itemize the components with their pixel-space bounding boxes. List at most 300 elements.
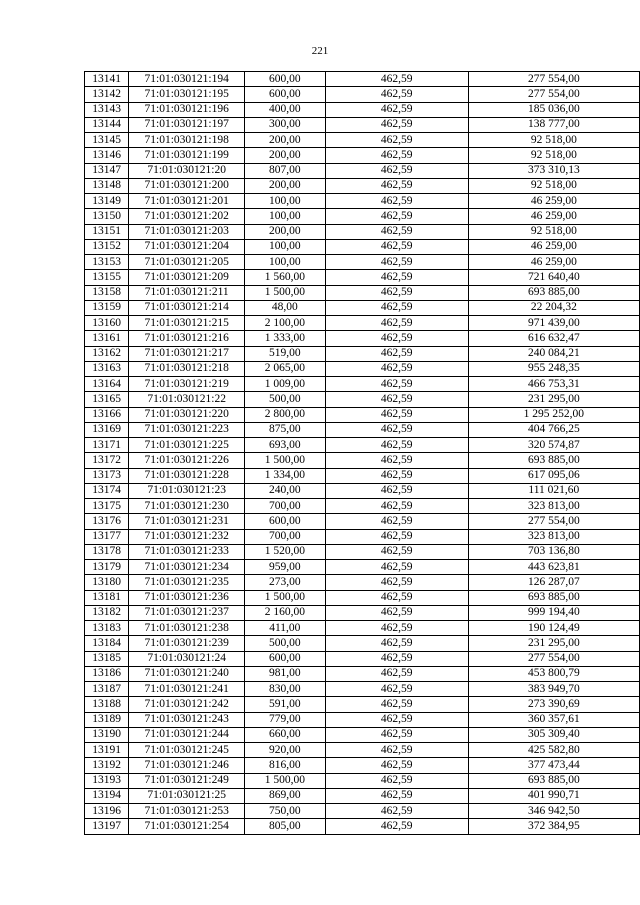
specific-value-cell: 462,59	[325, 697, 468, 712]
specific-value-cell: 462,59	[325, 575, 468, 590]
table-row	[85, 743, 640, 758]
specific-value-cell: 462,59	[325, 468, 468, 483]
row-number-cell: 13164	[85, 377, 129, 392]
row-number-cell: 13187	[85, 682, 129, 697]
row-number-cell: 13185	[85, 651, 129, 666]
area-cell: 2 160,00	[245, 605, 325, 620]
specific-value-cell: 462,59	[325, 651, 468, 666]
row-number-cell: 13171	[85, 438, 129, 453]
table-row	[85, 697, 640, 712]
table-row	[85, 712, 640, 727]
specific-value-cell: 462,59	[325, 605, 468, 620]
area-cell: 750,00	[245, 804, 325, 819]
area-cell: 411,00	[245, 621, 325, 636]
row-number-cell: 13152	[85, 239, 129, 254]
cadastral-value-cell: 693 885,00	[468, 285, 639, 300]
cadastral-value-cell: 346 942,50	[468, 804, 639, 819]
table-row	[85, 163, 640, 178]
table-row	[85, 621, 640, 636]
row-number-cell: 13148	[85, 178, 129, 193]
area-cell: 1 333,00	[245, 331, 325, 346]
cadastral-value-cell: 46 259,00	[468, 239, 639, 254]
cadastral-number-cell: 71:01:030121:228	[129, 468, 245, 483]
area-cell: 200,00	[245, 133, 325, 148]
table-row	[85, 468, 640, 483]
row-number-cell: 13158	[85, 285, 129, 300]
cadastral-value-cell: 273 390,69	[468, 697, 639, 712]
cadastral-number-cell: 71:01:030121:217	[129, 346, 245, 361]
specific-value-cell: 462,59	[325, 133, 468, 148]
cadastral-value-cell: 277 554,00	[468, 514, 639, 529]
row-number-cell: 13188	[85, 697, 129, 712]
cadastral-number-cell: 71:01:030121:205	[129, 255, 245, 270]
row-number-cell: 13147	[85, 163, 129, 178]
table-row	[85, 392, 640, 407]
cadastral-number-cell: 71:01:030121:254	[129, 819, 245, 834]
cadastral-number-cell: 71:01:030121:237	[129, 605, 245, 620]
cadastral-value-cell: 999 194,40	[468, 605, 639, 620]
table-row	[85, 529, 640, 544]
cadastral-number-cell: 71:01:030121:199	[129, 148, 245, 163]
row-number-cell: 13166	[85, 407, 129, 422]
row-number-cell: 13180	[85, 575, 129, 590]
table-row	[85, 605, 640, 620]
cadastral-number-cell: 71:01:030121:238	[129, 621, 245, 636]
specific-value-cell: 462,59	[325, 72, 468, 87]
area-cell: 660,00	[245, 727, 325, 742]
cadastral-number-cell: 71:01:030121:201	[129, 194, 245, 209]
specific-value-cell: 462,59	[325, 621, 468, 636]
specific-value-cell: 462,59	[325, 544, 468, 559]
specific-value-cell: 462,59	[325, 438, 468, 453]
area-cell: 200,00	[245, 148, 325, 163]
cadastral-value-cell: 46 259,00	[468, 194, 639, 209]
specific-value-cell: 462,59	[325, 453, 468, 468]
cadastral-number-cell: 71:01:030121:249	[129, 773, 245, 788]
row-number-cell: 13149	[85, 194, 129, 209]
specific-value-cell: 462,59	[325, 407, 468, 422]
row-number-cell: 13153	[85, 255, 129, 270]
specific-value-cell: 462,59	[325, 483, 468, 498]
cadastral-number-cell: 71:01:030121:203	[129, 224, 245, 239]
cadastral-value-cell: 693 885,00	[468, 453, 639, 468]
page-number: 221	[311, 45, 329, 57]
row-number-cell: 13160	[85, 316, 129, 331]
area-cell: 400,00	[245, 102, 325, 117]
table-row	[85, 270, 640, 285]
table-row	[85, 453, 640, 468]
specific-value-cell: 462,59	[325, 377, 468, 392]
specific-value-cell: 462,59	[325, 239, 468, 254]
table-row	[85, 361, 640, 376]
area-cell: 1 500,00	[245, 453, 325, 468]
table-row	[85, 590, 640, 605]
row-number-cell: 13179	[85, 560, 129, 575]
cadastral-number-cell: 71:01:030121:219	[129, 377, 245, 392]
cadastral-value-cell: 693 885,00	[468, 590, 639, 605]
cadastral-number-cell: 71:01:030121:198	[129, 133, 245, 148]
cadastral-number-cell: 71:01:030121:204	[129, 239, 245, 254]
row-number-cell: 13162	[85, 346, 129, 361]
cadastral-value-cell: 126 287,07	[468, 575, 639, 590]
row-number-cell: 13144	[85, 117, 129, 132]
specific-value-cell: 462,59	[325, 422, 468, 437]
cadastral-number-cell: 71:01:030121:214	[129, 300, 245, 315]
cadastral-number-cell: 71:01:030121:232	[129, 529, 245, 544]
cadastral-value-cell: 92 518,00	[468, 224, 639, 239]
area-cell: 100,00	[245, 194, 325, 209]
area-cell: 1 334,00	[245, 468, 325, 483]
cadastral-number-cell: 71:01:030121:223	[129, 422, 245, 437]
cadastral-value-cell: 404 766,25	[468, 422, 639, 437]
row-number-cell: 13192	[85, 758, 129, 773]
cadastral-number-cell: 71:01:030121:234	[129, 560, 245, 575]
cadastral-number-cell: 71:01:030121:194	[129, 72, 245, 87]
cadastral-number-cell: 71:01:030121:243	[129, 712, 245, 727]
table-row	[85, 422, 640, 437]
area-cell: 693,00	[245, 438, 325, 453]
row-number-cell: 13173	[85, 468, 129, 483]
table-row	[85, 224, 640, 239]
cadastral-value-cell: 323 813,00	[468, 529, 639, 544]
cadastral-value-cell: 616 632,47	[468, 331, 639, 346]
area-cell: 519,00	[245, 346, 325, 361]
cadastral-number-cell: 71:01:030121:216	[129, 331, 245, 346]
cadastral-value-cell: 92 518,00	[468, 178, 639, 193]
area-cell: 779,00	[245, 712, 325, 727]
row-number-cell: 13165	[85, 392, 129, 407]
row-number-cell: 13141	[85, 72, 129, 87]
specific-value-cell: 462,59	[325, 804, 468, 819]
table-row	[85, 209, 640, 224]
specific-value-cell: 462,59	[325, 758, 468, 773]
row-number-cell: 13159	[85, 300, 129, 315]
area-cell: 48,00	[245, 300, 325, 315]
cadastral-value-cell: 955 248,35	[468, 361, 639, 376]
cadastral-number-cell: 71:01:030121:202	[129, 209, 245, 224]
cadastral-number-cell: 71:01:030121:239	[129, 636, 245, 651]
specific-value-cell: 462,59	[325, 743, 468, 758]
row-number-cell: 13143	[85, 102, 129, 117]
specific-value-cell: 462,59	[325, 514, 468, 529]
cadastral-number-cell: 71:01:030121:246	[129, 758, 245, 773]
area-cell: 600,00	[245, 87, 325, 102]
row-number-cell: 13151	[85, 224, 129, 239]
cadastral-number-cell: 71:01:030121:220	[129, 407, 245, 422]
row-number-cell: 13178	[85, 544, 129, 559]
cadastral-number-cell: 71:01:030121:245	[129, 743, 245, 758]
area-cell: 1 500,00	[245, 285, 325, 300]
cadastral-value-cell: 693 885,00	[468, 773, 639, 788]
cadastral-number-cell: 71:01:030121:233	[129, 544, 245, 559]
specific-value-cell: 462,59	[325, 117, 468, 132]
cadastral-value-cell: 466 753,31	[468, 377, 639, 392]
table-row	[85, 499, 640, 514]
cadastral-number-cell: 71:01:030121:197	[129, 117, 245, 132]
cadastral-value-cell: 373 310,13	[468, 163, 639, 178]
cadastral-value-table	[84, 71, 640, 835]
cadastral-value-cell: 320 574,87	[468, 438, 639, 453]
area-cell: 869,00	[245, 788, 325, 803]
cadastral-number-cell: 71:01:030121:218	[129, 361, 245, 376]
cadastral-value-cell: 1 295 252,00	[468, 407, 639, 422]
cadastral-value-cell: 277 554,00	[468, 72, 639, 87]
cadastral-value-cell: 377 473,44	[468, 758, 639, 773]
cadastral-number-cell: 71:01:030121:225	[129, 438, 245, 453]
area-cell: 700,00	[245, 499, 325, 514]
area-cell: 805,00	[245, 819, 325, 834]
table-row	[85, 682, 640, 697]
row-number-cell: 13189	[85, 712, 129, 727]
cadastral-number-cell: 71:01:030121:211	[129, 285, 245, 300]
cadastral-value-cell: 231 295,00	[468, 392, 639, 407]
cadastral-number-cell: 71:01:030121:25	[129, 788, 245, 803]
area-cell: 1 520,00	[245, 544, 325, 559]
table-row	[85, 407, 640, 422]
cadastral-value-cell: 323 813,00	[468, 499, 639, 514]
row-number-cell: 13196	[85, 804, 129, 819]
specific-value-cell: 462,59	[325, 194, 468, 209]
cadastral-number-cell: 71:01:030121:242	[129, 697, 245, 712]
row-number-cell: 13181	[85, 590, 129, 605]
specific-value-cell: 462,59	[325, 682, 468, 697]
cadastral-value-cell: 617 095,06	[468, 468, 639, 483]
row-number-cell: 13174	[85, 483, 129, 498]
area-cell: 816,00	[245, 758, 325, 773]
table-row	[85, 788, 640, 803]
cadastral-value-cell: 453 800,79	[468, 666, 639, 681]
table-row	[85, 285, 640, 300]
table-row	[85, 636, 640, 651]
row-number-cell: 13177	[85, 529, 129, 544]
row-number-cell: 13197	[85, 819, 129, 834]
cadastral-number-cell: 71:01:030121:20	[129, 163, 245, 178]
cadastral-number-cell: 71:01:030121:236	[129, 590, 245, 605]
table-row	[85, 819, 640, 834]
cadastral-number-cell: 71:01:030121:200	[129, 178, 245, 193]
cadastral-value-cell: 305 309,40	[468, 727, 639, 742]
specific-value-cell: 462,59	[325, 636, 468, 651]
area-cell: 100,00	[245, 239, 325, 254]
cadastral-value-cell: 277 554,00	[468, 87, 639, 102]
cadastral-number-cell: 71:01:030121:23	[129, 483, 245, 498]
area-cell: 1 500,00	[245, 590, 325, 605]
table-row	[85, 87, 640, 102]
specific-value-cell: 462,59	[325, 788, 468, 803]
table-row	[85, 133, 640, 148]
specific-value-cell: 462,59	[325, 666, 468, 681]
table-row	[85, 331, 640, 346]
cadastral-value-cell: 111 021,60	[468, 483, 639, 498]
area-cell: 300,00	[245, 117, 325, 132]
row-number-cell: 13161	[85, 331, 129, 346]
area-cell: 981,00	[245, 666, 325, 681]
row-number-cell: 13191	[85, 743, 129, 758]
table-row	[85, 666, 640, 681]
specific-value-cell: 462,59	[325, 316, 468, 331]
specific-value-cell: 462,59	[325, 209, 468, 224]
specific-value-cell: 462,59	[325, 560, 468, 575]
area-cell: 600,00	[245, 651, 325, 666]
specific-value-cell: 462,59	[325, 224, 468, 239]
specific-value-cell: 462,59	[325, 148, 468, 163]
table-row	[85, 178, 640, 193]
cadastral-value-cell: 360 357,61	[468, 712, 639, 727]
table-row	[85, 117, 640, 132]
area-cell: 591,00	[245, 697, 325, 712]
cadastral-number-cell: 71:01:030121:195	[129, 87, 245, 102]
cadastral-value-cell: 425 582,80	[468, 743, 639, 758]
area-cell: 807,00	[245, 163, 325, 178]
area-cell: 1 009,00	[245, 377, 325, 392]
table-row	[85, 316, 640, 331]
row-number-cell: 13175	[85, 499, 129, 514]
table-row	[85, 651, 640, 666]
cadastral-number-cell: 71:01:030121:215	[129, 316, 245, 331]
area-cell: 600,00	[245, 514, 325, 529]
cadastral-value-cell: 22 204,32	[468, 300, 639, 315]
row-number-cell: 13163	[85, 361, 129, 376]
specific-value-cell: 462,59	[325, 361, 468, 376]
cadastral-number-cell: 71:01:030121:196	[129, 102, 245, 117]
area-cell: 100,00	[245, 209, 325, 224]
specific-value-cell: 462,59	[325, 727, 468, 742]
table-row	[85, 560, 640, 575]
row-number-cell: 13183	[85, 621, 129, 636]
cadastral-value-cell: 703 136,80	[468, 544, 639, 559]
specific-value-cell: 462,59	[325, 773, 468, 788]
area-cell: 600,00	[245, 72, 325, 87]
row-number-cell: 13155	[85, 270, 129, 285]
area-cell: 100,00	[245, 255, 325, 270]
table-row	[85, 239, 640, 254]
area-cell: 830,00	[245, 682, 325, 697]
cadastral-number-cell: 71:01:030121:226	[129, 453, 245, 468]
cadastral-value-cell: 401 990,71	[468, 788, 639, 803]
row-number-cell: 13190	[85, 727, 129, 742]
cadastral-number-cell: 71:01:030121:244	[129, 727, 245, 742]
area-cell: 875,00	[245, 422, 325, 437]
cadastral-value-cell: 46 259,00	[468, 255, 639, 270]
area-cell: 500,00	[245, 392, 325, 407]
area-cell: 700,00	[245, 529, 325, 544]
specific-value-cell: 462,59	[325, 270, 468, 285]
row-number-cell: 13193	[85, 773, 129, 788]
specific-value-cell: 462,59	[325, 255, 468, 270]
table-row	[85, 544, 640, 559]
cadastral-number-cell: 71:01:030121:253	[129, 804, 245, 819]
area-cell: 2 065,00	[245, 361, 325, 376]
table-row	[85, 255, 640, 270]
cadastral-number-cell: 71:01:030121:230	[129, 499, 245, 514]
area-cell: 959,00	[245, 560, 325, 575]
table-row	[85, 438, 640, 453]
specific-value-cell: 462,59	[325, 529, 468, 544]
cadastral-number-cell: 71:01:030121:209	[129, 270, 245, 285]
cadastral-number-cell: 71:01:030121:241	[129, 682, 245, 697]
specific-value-cell: 462,59	[325, 346, 468, 361]
area-cell: 2 100,00	[245, 316, 325, 331]
area-cell: 500,00	[245, 636, 325, 651]
area-cell: 1 500,00	[245, 773, 325, 788]
row-number-cell: 13150	[85, 209, 129, 224]
row-number-cell: 13146	[85, 148, 129, 163]
table-row	[85, 72, 640, 87]
cadastral-number-cell: 71:01:030121:22	[129, 392, 245, 407]
cadastral-number-cell: 71:01:030121:231	[129, 514, 245, 529]
row-number-cell: 13172	[85, 453, 129, 468]
cadastral-value-cell: 46 259,00	[468, 209, 639, 224]
specific-value-cell: 462,59	[325, 590, 468, 605]
specific-value-cell: 462,59	[325, 499, 468, 514]
row-number-cell: 13169	[85, 422, 129, 437]
specific-value-cell: 462,59	[325, 819, 468, 834]
cadastral-value-cell: 190 124,49	[468, 621, 639, 636]
cadastral-value-cell: 277 554,00	[468, 651, 639, 666]
table-row	[85, 575, 640, 590]
area-cell: 273,00	[245, 575, 325, 590]
cadastral-value-cell: 372 384,95	[468, 819, 639, 834]
table-row	[85, 346, 640, 361]
row-number-cell: 13145	[85, 133, 129, 148]
area-cell: 200,00	[245, 224, 325, 239]
cadastral-value-cell: 92 518,00	[468, 133, 639, 148]
cadastral-value-cell: 231 295,00	[468, 636, 639, 651]
cadastral-value-cell: 92 518,00	[468, 148, 639, 163]
table-row	[85, 377, 640, 392]
table-row	[85, 300, 640, 315]
table-row	[85, 758, 640, 773]
specific-value-cell: 462,59	[325, 285, 468, 300]
cadastral-value-cell: 721 640,40	[468, 270, 639, 285]
cadastral-value-cell: 443 623,81	[468, 560, 639, 575]
area-cell: 240,00	[245, 483, 325, 498]
cadastral-number-cell: 71:01:030121:235	[129, 575, 245, 590]
specific-value-cell: 462,59	[325, 331, 468, 346]
row-number-cell: 13184	[85, 636, 129, 651]
table-row	[85, 102, 640, 117]
row-number-cell: 13194	[85, 788, 129, 803]
cadastral-value-cell: 971 439,00	[468, 316, 639, 331]
area-cell: 1 560,00	[245, 270, 325, 285]
area-cell: 920,00	[245, 743, 325, 758]
table-row	[85, 148, 640, 163]
specific-value-cell: 462,59	[325, 712, 468, 727]
row-number-cell: 13182	[85, 605, 129, 620]
table-row	[85, 804, 640, 819]
specific-value-cell: 462,59	[325, 102, 468, 117]
table-body	[85, 72, 640, 835]
cadastral-value-cell: 185 036,00	[468, 102, 639, 117]
table-row	[85, 514, 640, 529]
row-number-cell: 13186	[85, 666, 129, 681]
table-row	[85, 727, 640, 742]
table-row	[85, 773, 640, 788]
specific-value-cell: 462,59	[325, 300, 468, 315]
specific-value-cell: 462,59	[325, 163, 468, 178]
table-row	[85, 483, 640, 498]
cadastral-value-cell: 240 084,21	[468, 346, 639, 361]
cadastral-number-cell: 71:01:030121:240	[129, 666, 245, 681]
specific-value-cell: 462,59	[325, 178, 468, 193]
row-number-cell: 13176	[85, 514, 129, 529]
cadastral-number-cell: 71:01:030121:24	[129, 651, 245, 666]
row-number-cell: 13142	[85, 87, 129, 102]
cadastral-value-cell: 383 949,70	[468, 682, 639, 697]
cadastral-value-cell: 138 777,00	[468, 117, 639, 132]
area-cell: 2 800,00	[245, 407, 325, 422]
area-cell: 200,00	[245, 178, 325, 193]
